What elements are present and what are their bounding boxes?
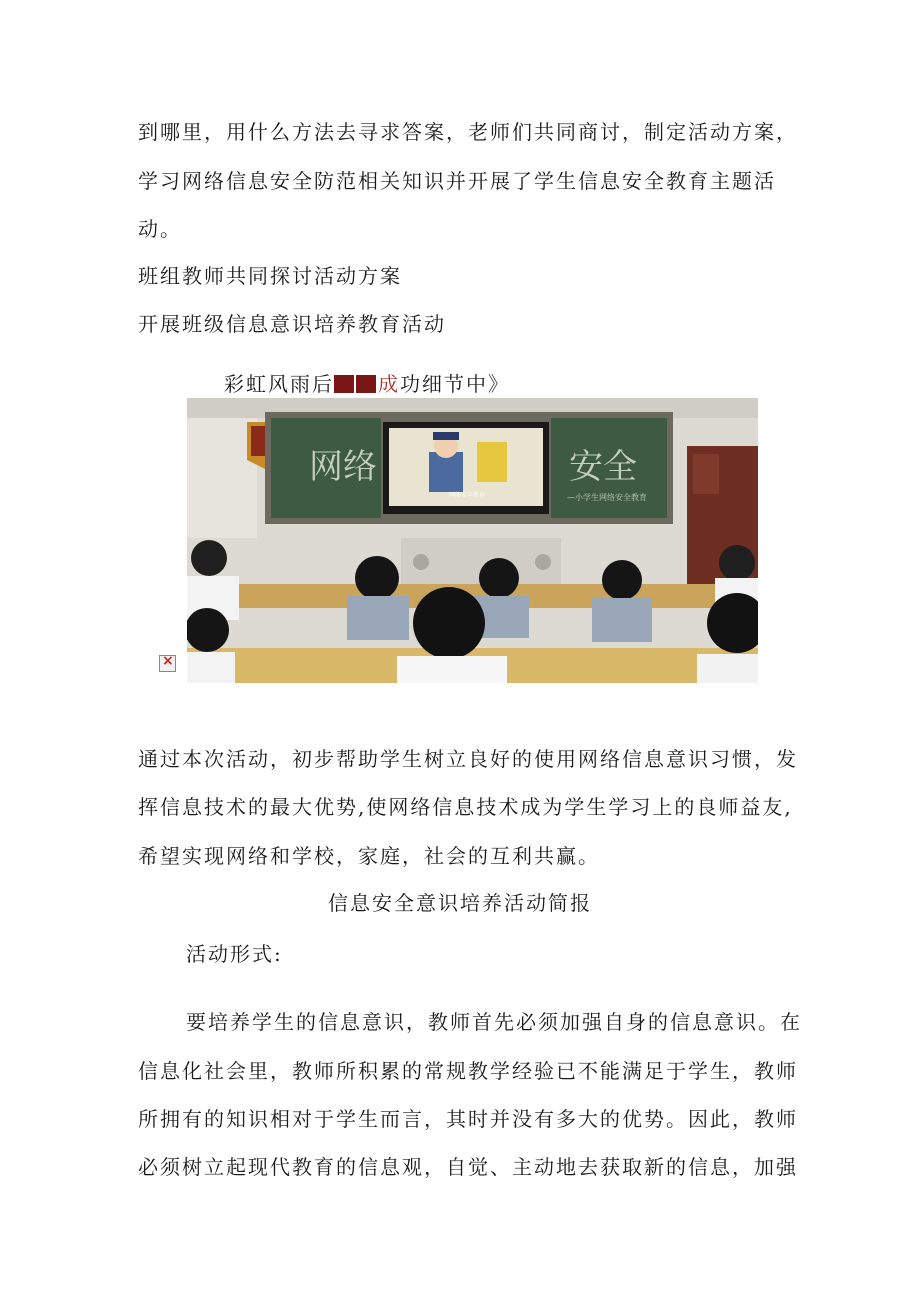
text-line: 要培养学生的信息意识，教师首先必须加强自身的信息意识。在 <box>186 1010 802 1034</box>
text-line: 通过本次活动，初步帮助学生树立良好的使用网络信息意识习惯，发 <box>138 747 798 771</box>
text-line: 所拥有的知识相对于学生而言，其时并没有多大的优势。因此，教师 <box>138 1107 798 1131</box>
board-right-sub: —小学生网络安全教育 <box>567 493 647 502</box>
text-line: 学习网络信息安全防范相关知识并开展了学生信息安全教育主题活 <box>138 169 776 193</box>
text-line: 动。 <box>138 217 182 241</box>
board-left-text: 网络 <box>309 447 377 487</box>
text-line: 挥信息技术的最大优势,使网络信息技术成为学生学习上的良师益友, <box>138 795 793 819</box>
text-line: 信息化社会里，教师所积累的常规教学经验已不能满足于学生，教师 <box>138 1059 798 1083</box>
redacted-block <box>356 375 376 393</box>
screen-caption: 网络安全教育 <box>449 492 486 499</box>
redacted-block <box>334 375 354 393</box>
broken-image-icon <box>159 655 176 672</box>
classroom-photo <box>187 398 758 683</box>
photo-caption-before: 彩虹风雨后 <box>224 372 334 396</box>
report-title: 信息安全意识培养活动简报 <box>328 891 592 915</box>
text-line: 希望实现网络和学校，家庭，社会的互利共赢。 <box>138 844 600 868</box>
text-line: 必须树立起现代教育的信息观，自觉、主动地去获取新的信息，加强 <box>138 1155 798 1179</box>
board-right-text: 安全 <box>569 447 637 487</box>
form-label: 活动形式: <box>186 942 283 966</box>
text-line: 到哪里，用什么方法去寻求答案，老师们共同商讨，制定活动方案， <box>138 120 798 144</box>
caption-class-activity: 开展班级信息意识培养教育活动 <box>138 312 446 336</box>
caption-teachers-discuss: 班组教师共同探讨活动方案 <box>138 264 402 288</box>
photo-caption <box>224 374 510 394</box>
photo-caption-after: 功细节中》 <box>400 372 510 396</box>
photo-caption-red: 成 <box>378 372 400 396</box>
